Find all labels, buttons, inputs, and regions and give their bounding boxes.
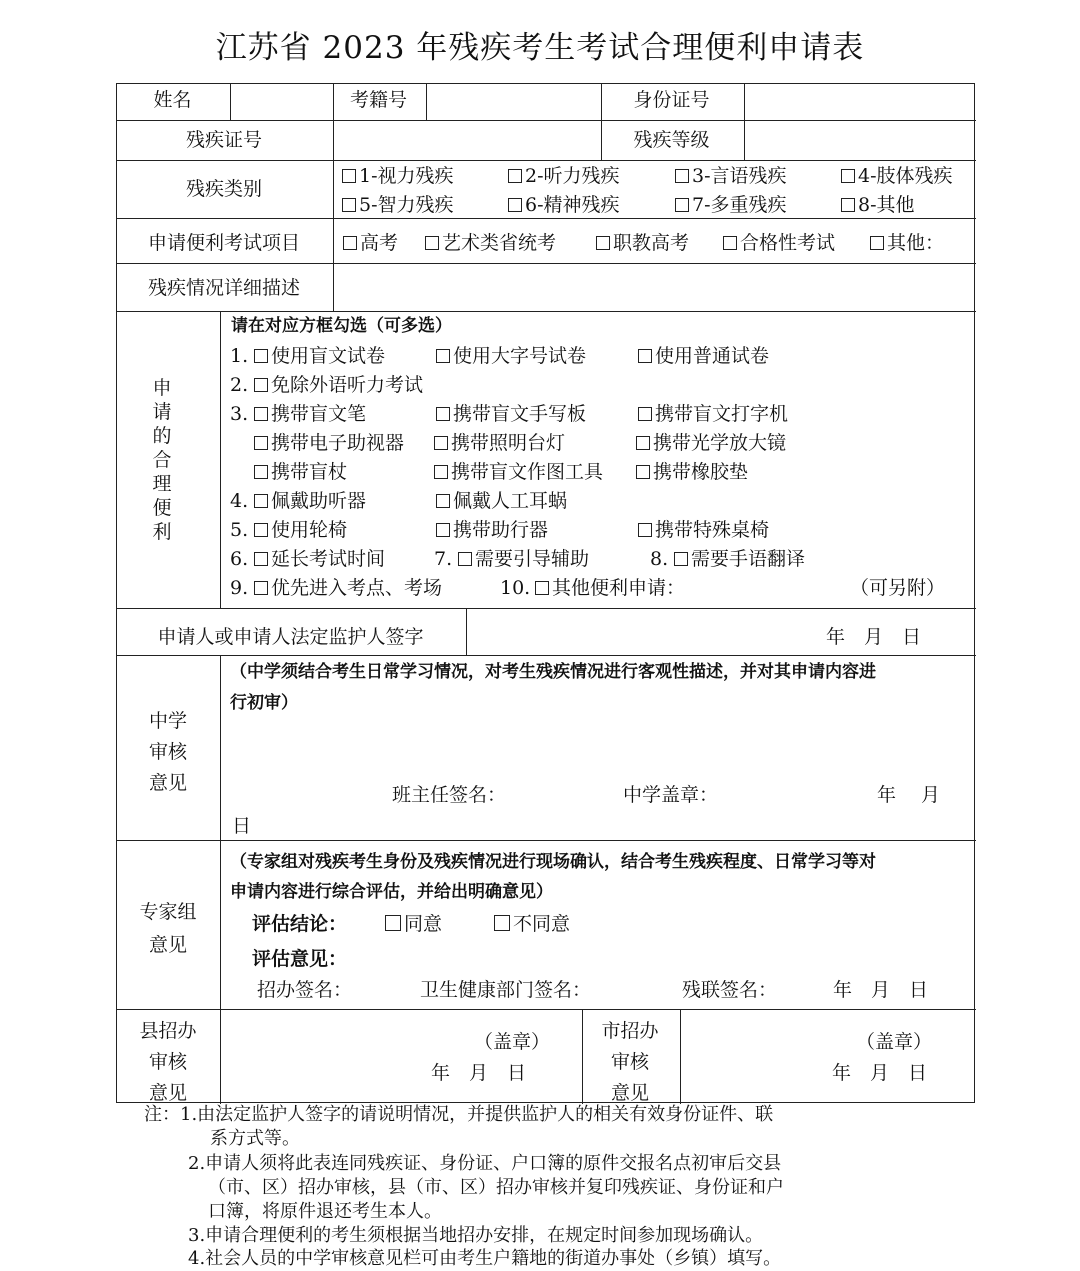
option-braille-drawing-tools[interactable] (434, 463, 603, 482)
checkbox-icon (596, 236, 610, 250)
exam-item-art[interactable] (425, 234, 556, 253)
option-hearing-aid[interactable] (254, 492, 366, 511)
option-other-request[interactable] (535, 579, 685, 598)
item-number: 5. (230, 519, 249, 541)
row-divider (117, 160, 976, 161)
col-divider (220, 311, 221, 608)
option-label: 需要引导辅助 (475, 548, 590, 570)
col-divider (220, 655, 221, 1104)
accommodation-instruction: 请在对应方框勾选（可多选） (231, 316, 452, 336)
id-number-label: 身份证号 (633, 89, 710, 111)
expert-opinion-label (134, 896, 202, 962)
option-braille-pen[interactable] (254, 405, 366, 424)
option-label: 佩戴人工耳蜗 (453, 490, 568, 512)
option-braille-typewriter[interactable] (638, 405, 788, 424)
evaluation-conclusion-label: 评估结论： (252, 913, 348, 935)
option-label: 高考 (360, 232, 399, 254)
name-label: 姓名 (153, 89, 192, 111)
note-1-line-2: 系方式等。 (210, 1128, 300, 1149)
attachment-note: （可另附） (850, 577, 946, 599)
option-walker[interactable] (436, 521, 548, 540)
exam-number-label: 考籍号 (349, 89, 407, 111)
expert-instruction-2: 申请内容进行综合评估，并给出明确意见） (230, 882, 553, 902)
option-label: 合格性考试 (740, 232, 836, 254)
school-review-date-ym: 年 月 (877, 784, 941, 806)
disability-type-label: 残疾类别 (185, 178, 262, 200)
option-exempt-listening[interactable] (254, 376, 423, 395)
checkbox-icon (343, 236, 357, 250)
label-char: 申 (152, 377, 172, 399)
option-special-furniture[interactable] (638, 521, 769, 540)
option-optical-magnifier[interactable] (636, 434, 786, 453)
option-label: 5-智力残疾 (359, 194, 454, 216)
option-wheelchair[interactable] (254, 521, 347, 540)
checkbox-icon (254, 581, 268, 595)
expert-instruction-1: （专家组对残疾考生身份及残疾情况进行现场确认，结合考生残疾程度、日常学习等对 (230, 852, 876, 872)
row-divider (117, 1009, 976, 1010)
checkbox-icon (638, 407, 652, 421)
label-line: 意见 (610, 1082, 649, 1104)
option-label: 延长考试时间 (271, 548, 386, 570)
disability-level-label: 残疾等级 (633, 129, 710, 151)
row-divider (117, 263, 976, 264)
option-label: 携带橡胶垫 (653, 461, 749, 483)
option-label: 携带盲文手写板 (453, 403, 587, 425)
col-divider (230, 84, 231, 120)
option-label: 其他： (887, 232, 945, 254)
school-review-label (140, 706, 196, 799)
city-review-label (596, 1016, 664, 1109)
exam-item-gaokao[interactable] (343, 234, 398, 253)
exam-item-label: 申请便利考试项目 (147, 232, 300, 254)
checkbox-icon (254, 523, 268, 537)
checkbox-icon (436, 407, 450, 421)
option-label: 职教高考 (613, 232, 690, 254)
option-extended-time[interactable] (254, 550, 385, 569)
note-2-line-2: （市、区）招办审核，县（市、区）招办审核并复印残疾证、身份证和户 (208, 1177, 784, 1198)
col-divider (333, 84, 334, 311)
option-label: 携带照明台灯 (451, 432, 566, 454)
option-label: 7-多重残疾 (692, 194, 787, 216)
option-disagree[interactable] (494, 915, 570, 934)
col-divider (680, 1009, 681, 1104)
option-label: 需要手语翻译 (691, 548, 806, 570)
option-rubber-mat[interactable] (636, 463, 748, 482)
option-electronic-magnifier[interactable] (254, 434, 404, 453)
type-option-1[interactable] (342, 167, 454, 186)
option-label: 3-言语残疾 (692, 165, 787, 187)
type-option-8[interactable] (841, 196, 915, 215)
type-option-6[interactable] (508, 196, 620, 215)
applicant-signature-label: 申请人或申请人法定监护人签字 (157, 626, 424, 648)
type-option-7[interactable] (675, 196, 787, 215)
checkbox-icon (342, 169, 356, 183)
checkbox-icon (254, 436, 268, 450)
option-label: 使用大字号试卷 (453, 345, 587, 367)
school-review-instruction-1: （中学须结合考生日常学习情况，对考生残疾情况进行客观性描述，并对其申请内容进 (230, 662, 876, 682)
county-seal-label: （盖章） (474, 1031, 551, 1053)
col-divider (582, 1009, 583, 1104)
applicant-signature-date: 年 月 日 (826, 626, 922, 648)
checkbox-icon (254, 465, 268, 479)
item-number: 9. (230, 577, 249, 599)
county-review-label (134, 1016, 202, 1109)
option-label: 1-视力残疾 (359, 165, 454, 187)
health-dept-signature-label: 卫生健康部门签名： (420, 979, 592, 1001)
option-label: 携带盲杖 (271, 461, 348, 483)
option-label: 携带光学放大镜 (653, 432, 787, 454)
expert-opinion-date: 年 月 日 (833, 979, 929, 1001)
checkbox-icon (841, 198, 855, 212)
label-line: 审核 (148, 741, 187, 763)
row-divider (117, 218, 976, 219)
school-review-date-d: 日 (232, 815, 252, 837)
dpf-signature-label: 残联签名： (682, 979, 778, 1001)
county-review-date: 年 月 日 (431, 1062, 527, 1084)
checkbox-icon (458, 552, 472, 566)
checkbox-icon (638, 349, 652, 363)
option-label: 携带电子助视器 (271, 432, 405, 454)
item-number: 6. (230, 548, 249, 570)
note-3: 3.申请合理便利的考生须根据当地招办安排，在规定时间参加现场确认。 (188, 1225, 764, 1246)
option-sign-language[interactable] (674, 550, 805, 569)
school-seal-label: 中学盖章： (623, 784, 719, 806)
option-label: 携带助行器 (453, 519, 549, 541)
checkbox-icon (254, 407, 268, 421)
type-option-2[interactable] (508, 167, 620, 186)
exam-item-qualification[interactable] (723, 234, 835, 253)
option-label: 免除外语听力考试 (271, 374, 424, 396)
col-divider (744, 84, 745, 160)
option-guided-assistance[interactable] (458, 550, 589, 569)
item-number: 2. (230, 374, 249, 396)
checkbox-icon (254, 378, 268, 392)
note-4: 4.社会人员的中学审核意见栏可由考生户籍地的街道办事处（乡镇）填写。 (188, 1248, 782, 1269)
option-label: 使用普通试卷 (655, 345, 770, 367)
note-1-line-1: 注：1.由法定监护人签字的请说明情况，并提供监护人的相关有效身份证件、联 (144, 1104, 774, 1125)
item-number: 3. (230, 403, 249, 425)
option-label: 其他便利申请： (552, 577, 686, 599)
accommodation-section-label (150, 376, 174, 544)
label-line: 专家组 (139, 901, 197, 923)
option-label: 使用盲文试卷 (271, 345, 386, 367)
teacher-signature-label: 班主任签名： (392, 784, 507, 806)
col-divider (426, 84, 427, 120)
checkbox-icon (508, 198, 522, 212)
row-divider (117, 840, 976, 841)
label-line: 意见 (148, 934, 187, 956)
option-label: 携带特殊桌椅 (655, 519, 770, 541)
checkbox-icon (675, 169, 689, 183)
checkbox-icon (342, 198, 356, 212)
option-regular-paper[interactable] (638, 347, 769, 366)
option-priority-entry[interactable] (254, 579, 442, 598)
checkbox-icon (638, 523, 652, 537)
disability-description-label: 残疾情况详细描述 (147, 277, 300, 299)
checkbox-icon (494, 915, 510, 931)
checkbox-icon (674, 552, 688, 566)
item-number: 7. (434, 548, 453, 570)
checkbox-icon (508, 169, 522, 183)
option-label: 携带盲文打字机 (655, 403, 789, 425)
item-number: 1. (230, 345, 249, 367)
label-line: 审核 (148, 1051, 187, 1073)
option-label: 不同意 (513, 913, 571, 935)
note-2-line-3: 口簿，将原件退还考生本人。 (208, 1201, 442, 1222)
item-number: 10. (500, 577, 531, 599)
row-divider (117, 655, 976, 656)
option-desk-lamp[interactable] (434, 434, 565, 453)
label-char: 理 (152, 473, 172, 495)
option-agree[interactable] (385, 915, 442, 934)
checkbox-icon (254, 349, 268, 363)
checkbox-icon (675, 198, 689, 212)
row-divider (117, 608, 976, 609)
checkbox-icon (385, 915, 401, 931)
option-label: 佩戴助听器 (271, 490, 367, 512)
type-option-3[interactable] (675, 167, 787, 186)
label-line: 中学 (148, 710, 187, 732)
checkbox-icon (436, 494, 450, 508)
label-line: 审核 (610, 1051, 649, 1073)
evaluation-opinion-label: 评估意见： (252, 948, 348, 970)
option-braille-paper[interactable] (254, 347, 385, 366)
checkbox-icon (636, 465, 650, 479)
option-label: 2-听力残疾 (525, 165, 620, 187)
row-divider (117, 311, 976, 312)
col-divider (466, 608, 467, 655)
exam-item-vocational[interactable] (596, 234, 689, 253)
checkbox-icon (254, 552, 268, 566)
option-large-print-paper[interactable] (436, 347, 586, 366)
type-option-4[interactable] (841, 167, 953, 186)
checkbox-icon (723, 236, 737, 250)
label-line: 县招办 (139, 1020, 197, 1042)
checkbox-icon (425, 236, 439, 250)
label-line: 市招办 (601, 1020, 659, 1042)
label-char: 合 (152, 449, 172, 471)
row-divider (117, 120, 976, 121)
checkbox-icon (436, 523, 450, 537)
note-2-line-1: 2.申请人须将此表连同残疾证、身份证、户口簿的原件交报名点初审后交县 (188, 1153, 782, 1174)
label-line: 意见 (148, 1082, 187, 1104)
checkbox-icon (841, 169, 855, 183)
city-seal-label: （盖章） (856, 1031, 933, 1053)
option-label: 8-其他 (858, 194, 915, 216)
checkbox-icon (436, 349, 450, 363)
option-white-cane[interactable] (254, 463, 347, 482)
label-char: 便 (152, 497, 172, 519)
disability-cert-label: 残疾证号 (185, 129, 262, 151)
option-label: 携带盲文作图工具 (451, 461, 604, 483)
exam-item-other[interactable] (870, 234, 944, 253)
type-option-5[interactable] (342, 196, 454, 215)
item-number: 4. (230, 490, 249, 512)
label-line: 意见 (148, 772, 187, 794)
option-label: 使用轮椅 (271, 519, 348, 541)
city-review-date: 年 月 日 (832, 1062, 928, 1084)
option-label: 艺术类省统考 (442, 232, 557, 254)
option-label: 携带盲文笔 (271, 403, 367, 425)
option-label: 4-肢体残疾 (858, 165, 953, 187)
item-number: 8. (650, 548, 669, 570)
option-cochlear-implant[interactable] (436, 492, 567, 511)
form-title: 江苏省 2023 年残疾考生考试合理便利申请表 (215, 30, 865, 66)
checkbox-icon (636, 436, 650, 450)
option-label: 同意 (404, 913, 443, 935)
checkbox-icon (434, 465, 448, 479)
label-char: 的 (152, 425, 172, 447)
checkbox-icon (254, 494, 268, 508)
checkbox-icon (870, 236, 884, 250)
checkbox-icon (434, 436, 448, 450)
label-char: 利 (152, 521, 172, 543)
label-char: 请 (152, 401, 172, 423)
option-label: 6-精神残疾 (525, 194, 620, 216)
checkbox-icon (535, 581, 549, 595)
option-label: 优先进入考点、考场 (271, 577, 443, 599)
school-review-instruction-2: 行初审） (230, 693, 298, 713)
option-braille-slate[interactable] (436, 405, 586, 424)
office-signature-label: 招办签名： (257, 979, 353, 1001)
